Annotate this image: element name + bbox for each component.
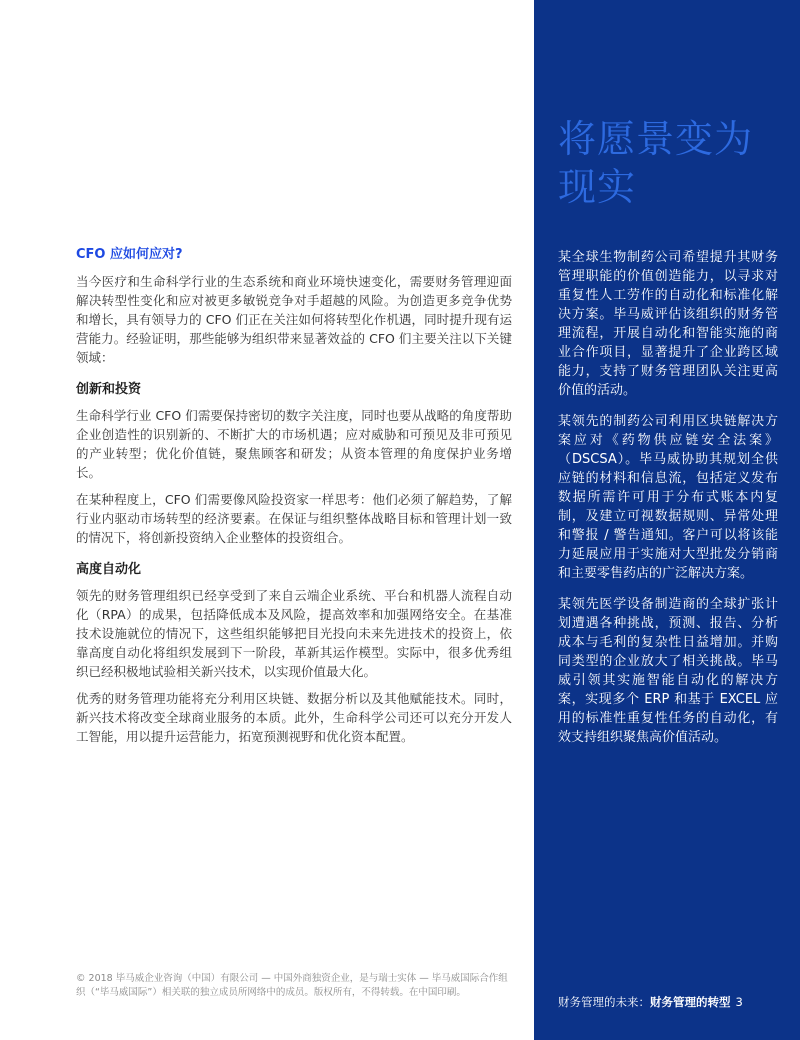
case-study-medical-device: 某领先医学设备制造商的全球扩张计划遭遇各种挑战，预测、报告、分析成本与毛利的复杂性日益增加。并购同类型的企业放大了相关挑战。毕马威引领其实施智能自动化的解决方案，实现多个 ERP 和基于 EXCEL 应用的标准性重复性任务的自动化，有效支持组织聚焦高价值活动。: [558, 597, 778, 745]
page-number: 3: [735, 995, 743, 1009]
intro-paragraph: 当今医疗和生命科学行业的生态系统和商业环境快速变化，需要财务管理迎面解决转型性变化和应对被更多敏锐竞争对手超越的风险。为创造更多竞争优势和增长，具有领导力的 CFO 们正在关注如何将转型化作机遇，同时提升现有运营能力。经验证明，那些能够为组织带来显著效益的 CFO 们主要关注以下关键领域：: [76, 274, 512, 365]
automation-paragraph-1: 领先的财务管理组织已经享受到了来自云端企业系统、平台和机器人流程自动化（RPA）的成果，包括降低成本及风险，提高效率和加强网络安全。在基准技术设施就位的情况下，这些组织能够把目光投向未来先进技术的投资上，依靠高度自动化将组织发展到下一阶段，革新其运作模型。实际中，很多优秀组织已经积极地试验相关新兴技术，以实现价值最大化。: [76, 588, 512, 679]
sidebar-title: 将愿景变为现实: [558, 117, 754, 209]
sidebar-body: [558, 248, 778, 759]
case-study-sidebar: [534, 0, 800, 1040]
subheading-automation: 高度自动化: [76, 562, 142, 577]
main-column: [76, 246, 512, 754]
automation-paragraph-2: 优秀的财务管理功能将充分利用区块链、数据分析以及其他赋能技术。同时，新兴技术将改变全球商业服务的本质。此外，生命科学公司还可以充分开发人工智能，用以提升运营能力，拓宽预测视野和优化资本配置。: [76, 691, 512, 744]
page-footer: [558, 994, 788, 1010]
footer-publication-label: 财务管理的未来：: [558, 995, 650, 1009]
innovation-paragraph-2: 在某种程度上，CFO 们需要像风险投资家一样思考：他们必须了解趋势，了解行业内驱动市场转型的经济要素。在保证与组织整体战略目标和管理计划一致的情况下，将创新投资纳入企业整体的投资组合。: [76, 492, 512, 545]
copyright-notice: © 2018 毕马威企业咨询（中国）有限公司 — 中国外商独资企业，是与瑞士实体 — 毕马威国际合作组织（“毕马威国际”）相关联的独立成员所网络中的成员。版权所有，不得转载。在中国印刷。: [76, 973, 508, 998]
innovation-paragraph-1: 生命科学行业 CFO 们需要保持密切的数字关注度，同时也要从战略的角度帮助企业创造性的识别新的、不断扩大的市场机遇；应对威胁和可预见及非可预见的产业转型；优化价值链，聚焦顾客和研发；从资本管理的角度保护业务增长。: [76, 408, 512, 480]
case-study-biopharma: 某全球生物制药公司希望提升其财务管理职能的价值创造能力，以寻求对重复性人工劳作的自动化和标准化解决方案。毕马威评估该组织的财务管理流程，开展自动化和智能实施的商业合作项目，显著提升了企业跨区域能力，支持了财务管理团队关注更高价值的活动。: [558, 250, 778, 398]
section-heading-cfo: CFO 应如何应对?: [76, 247, 183, 262]
case-study-blockchain: 某领先的制药公司利用区块链解决方案应对《药物供应链安全法案》（DSCSA）。毕马威协助其规划全供应链的材料和信息流，包括定义发布数据所需许可用于分布式账本内复制，及建立可视数据规则、异常处理和警报 / 警告通知。客户可以将该能力延展应用于实施对大型批发分销商和主要零售药店的广泛解决方案。: [558, 414, 778, 581]
footer-publication-title: 财务管理的转型: [650, 995, 731, 1009]
subheading-innovation: 创新和投资: [76, 382, 142, 397]
